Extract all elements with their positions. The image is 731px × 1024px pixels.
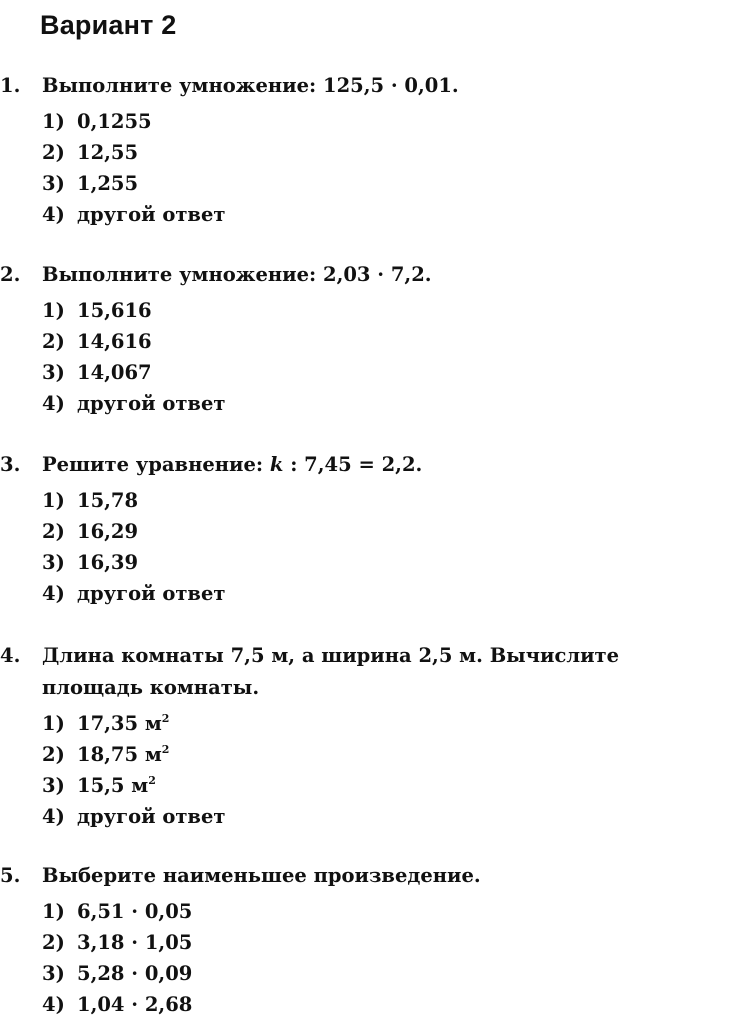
option-value: другой ответ — [77, 582, 226, 605]
option-value: 16,29 — [77, 520, 139, 543]
answer-option — [42, 357, 731, 388]
option-key: 3) — [42, 551, 65, 574]
question-4-options — [0, 708, 731, 832]
question-5 — [0, 860, 731, 1020]
answer-option — [42, 927, 731, 958]
answer-option — [42, 708, 731, 739]
option-value: 15,78 — [77, 489, 139, 512]
answer-option — [42, 485, 731, 516]
unit-exponent: 2 — [161, 743, 170, 756]
option-key: 1) — [42, 489, 65, 512]
option-value: 14,616 — [77, 330, 152, 353]
option-key: 3) — [42, 962, 65, 985]
answer-option — [42, 295, 731, 326]
answer-option — [42, 578, 731, 609]
question-3-header — [0, 449, 731, 481]
question-5-text: Выберите наименьшее произведение. — [42, 864, 481, 887]
option-key: 4) — [42, 805, 65, 828]
question-4-text: Длина комнаты 7,5 м, а ширина 2,5 м. Вычислите площадь комнаты. — [42, 644, 620, 699]
answer-option — [42, 801, 731, 832]
unit-exponent: 2 — [161, 712, 170, 725]
option-value: 18,75 м — [77, 743, 162, 766]
option-key: 1) — [42, 712, 65, 735]
option-key: 4) — [42, 203, 65, 226]
answer-option — [42, 547, 731, 578]
question-1-number: 1. — [0, 74, 21, 97]
question-3-text-end: : 7,45 = 2,2. — [283, 453, 423, 476]
question-1-header — [0, 70, 731, 102]
answer-option — [42, 770, 731, 801]
answer-option — [42, 958, 731, 989]
option-key: 2) — [42, 141, 65, 164]
question-4-number: 4. — [0, 644, 21, 667]
question-3-text-start: Решите уравнение: — [42, 453, 270, 476]
option-key: 2) — [42, 330, 65, 353]
question-5-number: 5. — [0, 864, 21, 887]
answer-option — [42, 739, 731, 770]
question-2-text: Выполните умножение: 2,03 · 7,2. — [42, 263, 432, 286]
option-key: 1) — [42, 299, 65, 322]
option-key: 4) — [42, 582, 65, 605]
option-value: 1,04 · 2,68 — [77, 993, 193, 1016]
question-2-options — [0, 295, 731, 419]
option-key: 3) — [42, 172, 65, 195]
question-5-options — [0, 896, 731, 1020]
answer-option — [42, 989, 731, 1020]
question-3 — [0, 449, 731, 609]
answer-option — [42, 106, 731, 137]
question-2 — [0, 259, 731, 419]
option-value: 12,55 — [77, 141, 139, 164]
option-value: 15,616 — [77, 299, 152, 322]
option-key: 3) — [42, 774, 65, 797]
answer-option — [42, 896, 731, 927]
question-1-options — [0, 106, 731, 230]
page-title: Вариант 2 — [40, 10, 177, 40]
question-4-header — [0, 640, 731, 704]
option-value: 5,28 · 0,09 — [77, 962, 193, 985]
option-key: 2) — [42, 520, 65, 543]
option-value: другой ответ — [77, 203, 226, 226]
option-value: 14,067 — [77, 361, 152, 384]
option-value: 1,255 — [77, 172, 139, 195]
option-key: 3) — [42, 361, 65, 384]
option-value: другой ответ — [77, 392, 226, 415]
unit-exponent: 2 — [148, 774, 156, 787]
answer-option — [42, 326, 731, 357]
option-key: 1) — [42, 900, 65, 923]
option-value: 17,35 м — [77, 712, 162, 735]
option-value: 6,51 · 0,05 — [77, 900, 193, 923]
question-3-text — [42, 453, 422, 476]
answer-option — [42, 168, 731, 199]
equation-variable: k — [269, 453, 284, 476]
answer-option — [42, 199, 731, 230]
option-key: 1) — [42, 110, 65, 133]
option-key: 2) — [42, 743, 65, 766]
answer-option — [42, 137, 731, 168]
option-value: 3,18 · 1,05 — [77, 931, 193, 954]
question-3-options — [0, 485, 731, 609]
option-value: другой ответ — [77, 805, 226, 828]
question-2-number: 2. — [0, 263, 21, 286]
option-value: 0,1255 — [77, 110, 152, 133]
answer-option — [42, 388, 731, 419]
option-key: 4) — [42, 392, 65, 415]
question-1-text: Выполните умножение: 125,5 · 0,01. — [42, 74, 459, 97]
question-1 — [0, 70, 731, 230]
question-4 — [0, 640, 731, 832]
question-2-header — [0, 259, 731, 291]
option-value: 15,5 м — [77, 774, 149, 797]
question-3-number: 3. — [0, 453, 21, 476]
answer-option — [42, 516, 731, 547]
option-key: 2) — [42, 931, 65, 954]
option-key: 4) — [42, 993, 65, 1016]
question-5-header — [0, 860, 731, 892]
option-value: 16,39 — [77, 551, 139, 574]
